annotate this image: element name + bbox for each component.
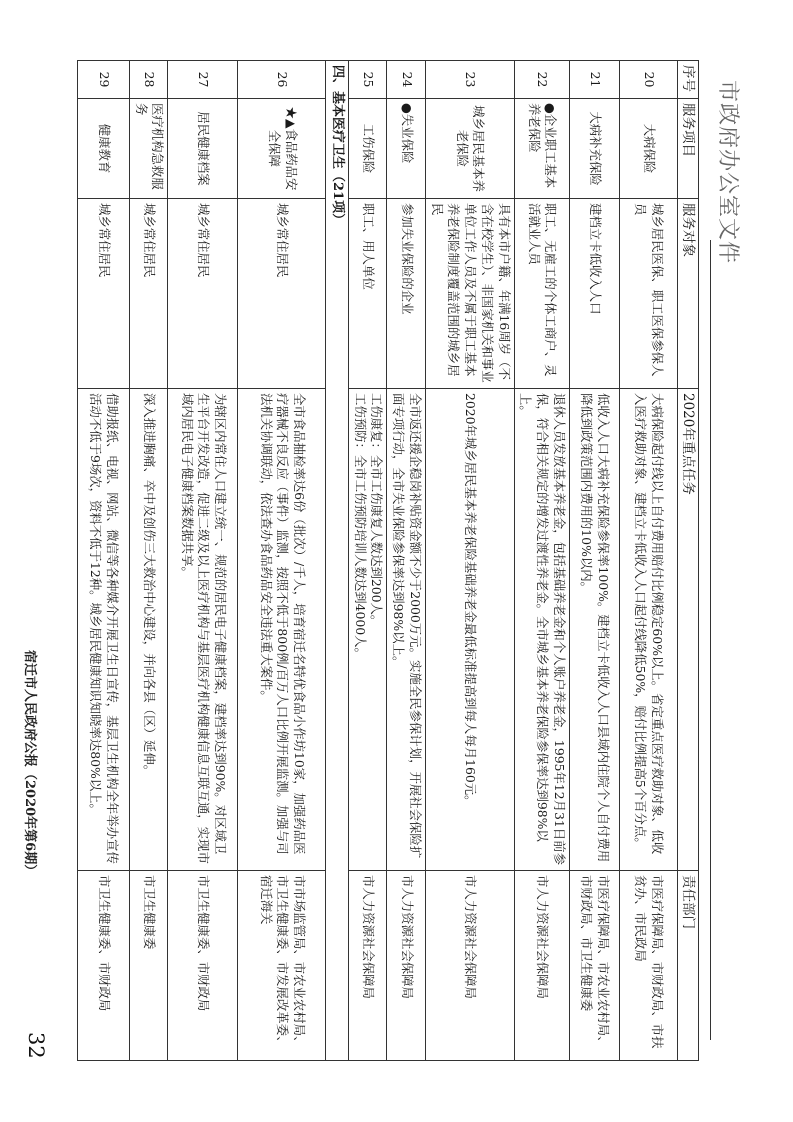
header-divider [710, 240, 711, 1040]
table-row [168, 61, 238, 1061]
row-item: ●失业保险 [387, 99, 425, 199]
table-row [348, 61, 386, 1061]
row-no: 29 [77, 61, 129, 99]
row-target: 建档立卡低收入人口 [569, 199, 619, 389]
header-title: 市政府办公室文件 [715, 80, 740, 265]
row-dept: 市人力资源社会保障局 [387, 871, 425, 1061]
row-target: 城乡常住居民 [238, 199, 326, 389]
row-target: 职工、用人单位 [348, 199, 386, 389]
row-no: 27 [168, 61, 238, 99]
row-task [348, 389, 386, 871]
row-no: 20 [619, 61, 677, 99]
column-header-dept: 责任部门 [677, 871, 698, 1061]
table-row [129, 61, 167, 1061]
row-task: 为辖区内常住人口建立统一、规范的居民电子健康档案，建档率达到90%。对区域卫生平台开发改造，促进二级及以上医疗机构与基层医疗机构健康信息互联互通，实现市域内居民电子健康档案数据共享。 [168, 389, 238, 871]
table-row [238, 61, 326, 1061]
row-no: 21 [569, 61, 619, 99]
row-no: 25 [348, 61, 386, 99]
service-table [77, 60, 699, 1061]
column-header-item: 服务项目 [677, 99, 698, 199]
column-header-target: 服务对象 [677, 199, 698, 389]
row-dept: 市人力资源社会保障局 [514, 871, 569, 1061]
row-dept: 市医疗保障局、市财政局、市扶贫办、市民政局 [619, 871, 677, 1061]
row-item: 健康教育 [77, 99, 129, 199]
table-row [514, 61, 569, 1061]
table-header-row [677, 61, 698, 1061]
row-item: 城乡居民基本养老保险 [425, 99, 514, 199]
row-item: 大病保险 [619, 99, 677, 199]
row-no: 22 [514, 61, 569, 99]
row-item: 医疗机构急救服务 [129, 99, 167, 199]
row-target: 城乡常住居民 [168, 199, 238, 389]
row-no: 28 [129, 61, 167, 99]
row-task: 全市返还援企稳岗补贴资金额不少于2000万元。实施全民参保计划，开展社会保险扩面专项行动，全市失业保险参保率达到98%以上。 [387, 389, 425, 871]
column-header-no: 序号 [677, 61, 698, 99]
row-task-line: 工伤预防：全市工伤预防培训人数达到4000人。 [352, 393, 368, 660]
row-target: 城乡常住居民 [129, 199, 167, 389]
row-task-line: 工伤康复：全市工伤康复人数达到200人。 [369, 393, 385, 628]
row-target: 具有本市户籍、年满16周岁（不含在校学生）、非国家机关和事业单位工作人员及不属于职工基本养老保险制度覆盖范围的城乡居民 [425, 199, 514, 389]
row-dept: 市卫生健康委、市财政局 [168, 871, 238, 1061]
row-dept: 市人力资源社会保障局 [425, 871, 514, 1061]
row-item: 居民健康档案 [168, 99, 238, 199]
row-target: 城乡常住居民 [77, 199, 129, 389]
row-no: 24 [387, 61, 425, 99]
row-item: 工伤保险 [348, 99, 386, 199]
row-target: 职工、无雇工的个体工商户、灵活就业人员 [514, 199, 569, 389]
row-task: 深入推进胸痛、卒中及创伤三大救治中心建设，并向各县（区）延伸。 [129, 389, 167, 871]
row-dept: 市医疗保障局、市农业农村局、市财政局、市卫生健康委 [569, 871, 619, 1061]
row-task: 2020年城乡居民基本养老保险基础养老金最低标准提高到每人每月160元。 [425, 389, 514, 871]
row-target: 城乡居民医保、职工医保参保人员 [619, 199, 677, 389]
row-task: 借助报纸、电视、网站、微信等各种媒介开展卫生日宣传，基层卫生机构全年举办宣传活动不低于9场次，资料不低于12种。城乡居民健康知识知晓率达80%以上。 [77, 389, 129, 871]
column-header-task: 2020年重点任务 [677, 389, 698, 871]
row-task: 大病保险起付线以上自付费用赔付比例稳定60%以上。省定重点医疗救助对象、低收入医疗救助对象、建档立卡低收入人口起付线降低50%，赔付比例提高5个百分点。 [619, 389, 677, 871]
row-task: 低收入人口大病补充保险参保率100%。建档立卡低收入人口县域内住院个人自付费用降低到政策范围内费用的10%以内。 [569, 389, 619, 871]
page-number: 32 [24, 1032, 48, 1059]
row-dept: 市人力资源社会保障局 [348, 871, 386, 1061]
table-row [619, 61, 677, 1061]
table-row [77, 61, 129, 1061]
row-item: ●企业职工基本养老保险 [514, 99, 569, 199]
row-item: ★▲食品药品安全保障 [238, 99, 326, 199]
row-dept: 市卫生健康委 [129, 871, 167, 1061]
row-item: 大病补充保险 [569, 99, 619, 199]
row-no: 23 [425, 61, 514, 99]
row-dept: 市卫生健康委、市财政局 [77, 871, 129, 1061]
row-task: 退休人员发放基本养老金，包括基础养老金和个人账户养老金，1995年12月31日前参保，符合相关规定的增发过渡性养老金。全市城乡基本养老保险参保率达到98%以上。 [514, 389, 569, 871]
table-row [569, 61, 619, 1061]
row-target: 参加失业保险的企业 [387, 199, 425, 389]
row-task: 全市食品抽检率达6份（批次）/千人，培育宿迁名特优食品小作坊10家，加强药品医疗器械不良反应（事件）监测，按照不低于800例/百万人口比例开展监测。加强与司法机关协调联动，依法查办食品药品安全违法重大案件。 [238, 389, 326, 871]
table-row [425, 61, 514, 1061]
footer-publication: 宿迁市人民政府公报（2020年第6期） [22, 650, 37, 878]
row-dept: 市市场监管局、市农业农村局、市卫生健康委、市发展改革委、宿迁海关 [238, 871, 326, 1061]
row-no: 26 [238, 61, 326, 99]
section-title: 四、基本医疗卫生（21项） [326, 61, 349, 1061]
table-row [387, 61, 425, 1061]
section-row [326, 61, 349, 1061]
